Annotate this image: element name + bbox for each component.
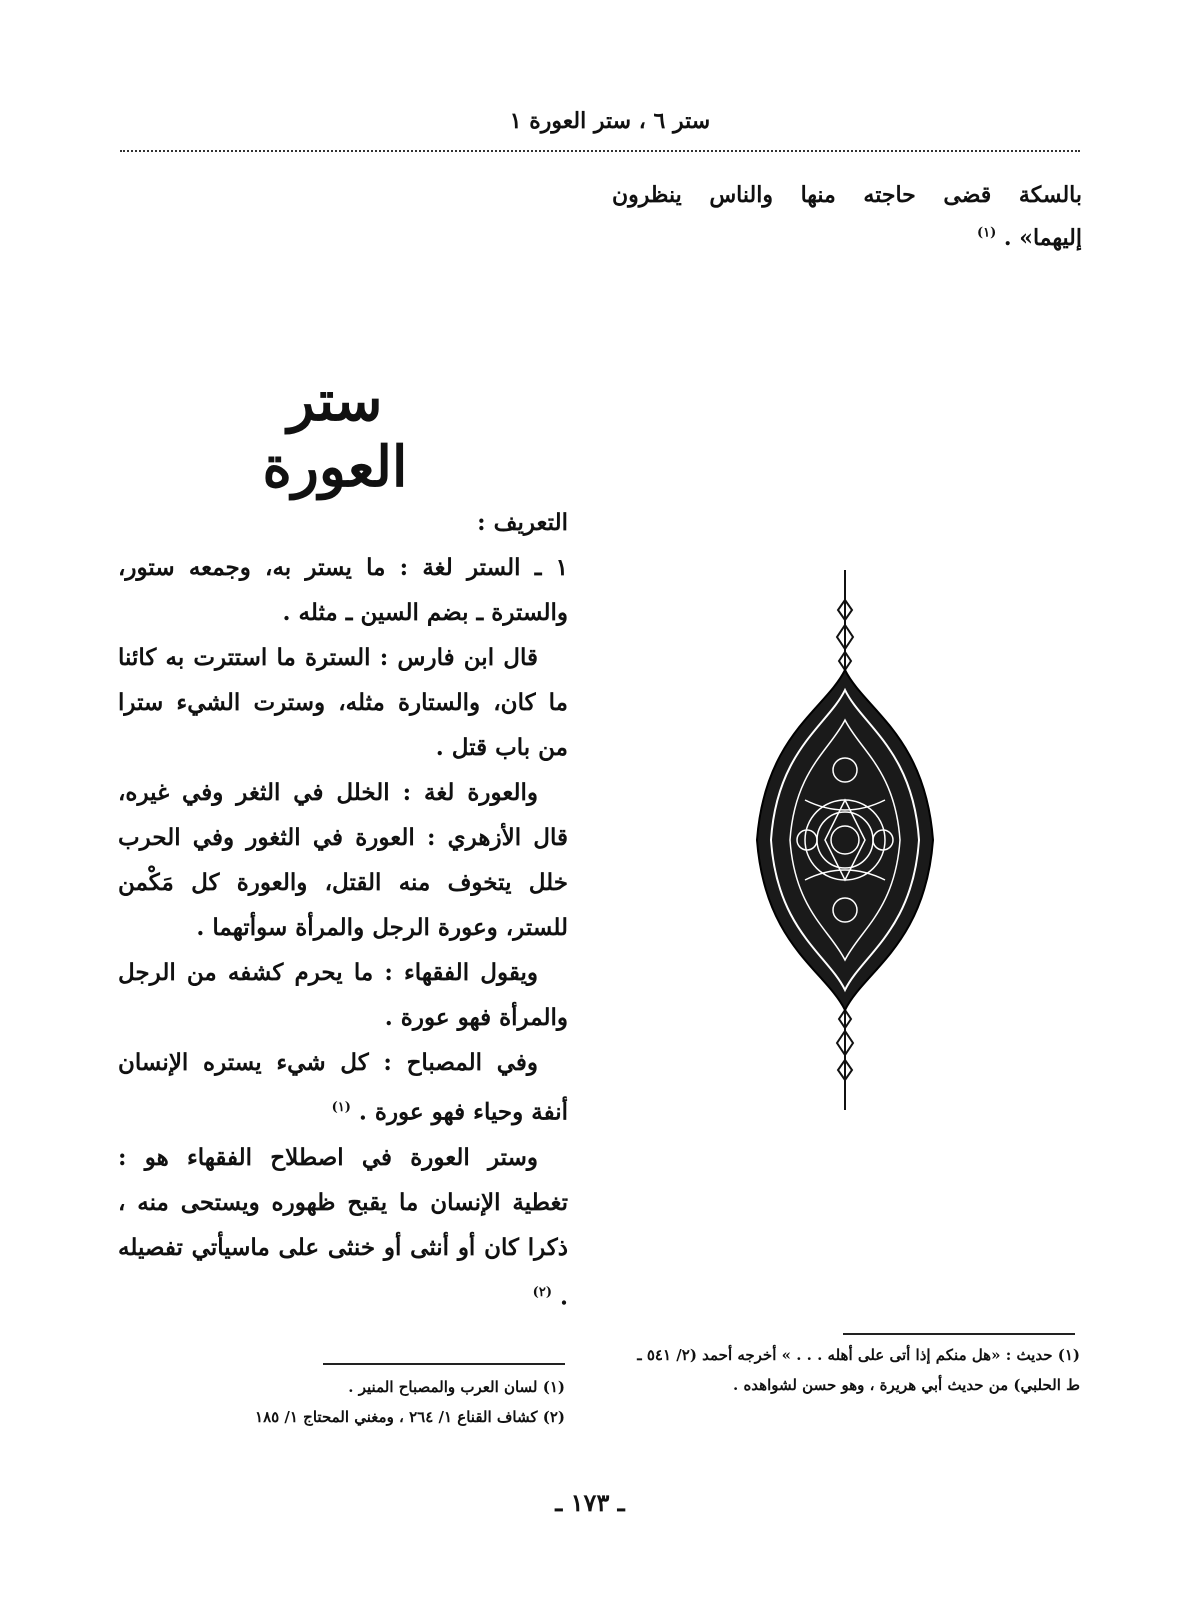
footnote-ref: (٢) — [532, 1284, 552, 1300]
arabesque-ornament-icon — [745, 570, 945, 1110]
continuation-line: بالسكة قضى حاجته منها والناس ينظرون — [612, 182, 1082, 208]
definition-heading: التعريف : — [477, 509, 568, 536]
paragraph-6-text: وستر العورة في اصطلاح الفقهاء هو : تغطية الإنسان ما يقبح ظهوره ويستحى منه ، ذكرا كان أو أنثى أو خنثى على ماسيأتي تفصيله . — [118, 1143, 568, 1311]
footnotes-right — [630, 1340, 1080, 1400]
paragraph-4: ويقول الفقهاء : ما يحرم كشفه من الرجل والمرأة فهو عورة . — [118, 959, 568, 1031]
continuation-text: إليهما» . — [1003, 225, 1082, 251]
paragraph-5 — [118, 1040, 568, 1135]
footnote-left-2: (٢) كشاف القناع ١/ ٢٦٤ ، ومغني المحتاج ١/ ١٨٥ — [255, 1408, 565, 1426]
footnote-left-1: (١) لسان العرب والمصباح المنير . — [348, 1378, 565, 1396]
paragraph-5-text: وفي المصباح : كل شيء يستره الإنسان أنفة وحياء فهو عورة . — [118, 1049, 568, 1126]
paragraph-6 — [118, 1135, 568, 1320]
paragraph-2: قال ابن فارس : السترة ما استترت به كائنا ما كان، والستارة مثله، وسترت الشيء سترا من باب قتل . — [118, 644, 568, 761]
running-header: ستر ٦ ، ستر العورة ١ — [509, 108, 711, 134]
continuation-line-end — [977, 225, 1082, 251]
main-text-column — [118, 500, 568, 1319]
header-dotted-rule — [120, 150, 1080, 152]
footnotes-left — [170, 1372, 565, 1432]
footnote-rule-left — [323, 1363, 565, 1365]
footnote-right-1: (١) حديث : «هل منكم إذا أتى على أهله . . . » أخرجه أحمد (٢/ ٥٤١ ـ ط الحلبي) من حديث أبي هريرة ، وهو حسن لشواهده . — [637, 1346, 1080, 1394]
paragraph-1: ١ ـ الستر لغة : ما يستر به، وجمعه ستور، والسترة ـ بضم السين ـ مثله . — [118, 554, 568, 626]
section-title: ستر العورة — [262, 368, 408, 500]
paragraph-3: والعورة لغة : الخلل في الثغر وفي غيره، قال الأزهري : العورة في الثغور وفي الحرب خلل يتخوف منه القتل، والعورة كل مَكْمن للستر، وعورة الرجل والمرأة سوأتهما . — [118, 779, 568, 941]
footnote-rule-right — [843, 1333, 1075, 1335]
footnote-ref: (١) — [976, 225, 997, 241]
footnote-ref: (١) — [331, 1100, 351, 1115]
page-number: ـ ١٧٣ ـ — [555, 1488, 625, 1517]
